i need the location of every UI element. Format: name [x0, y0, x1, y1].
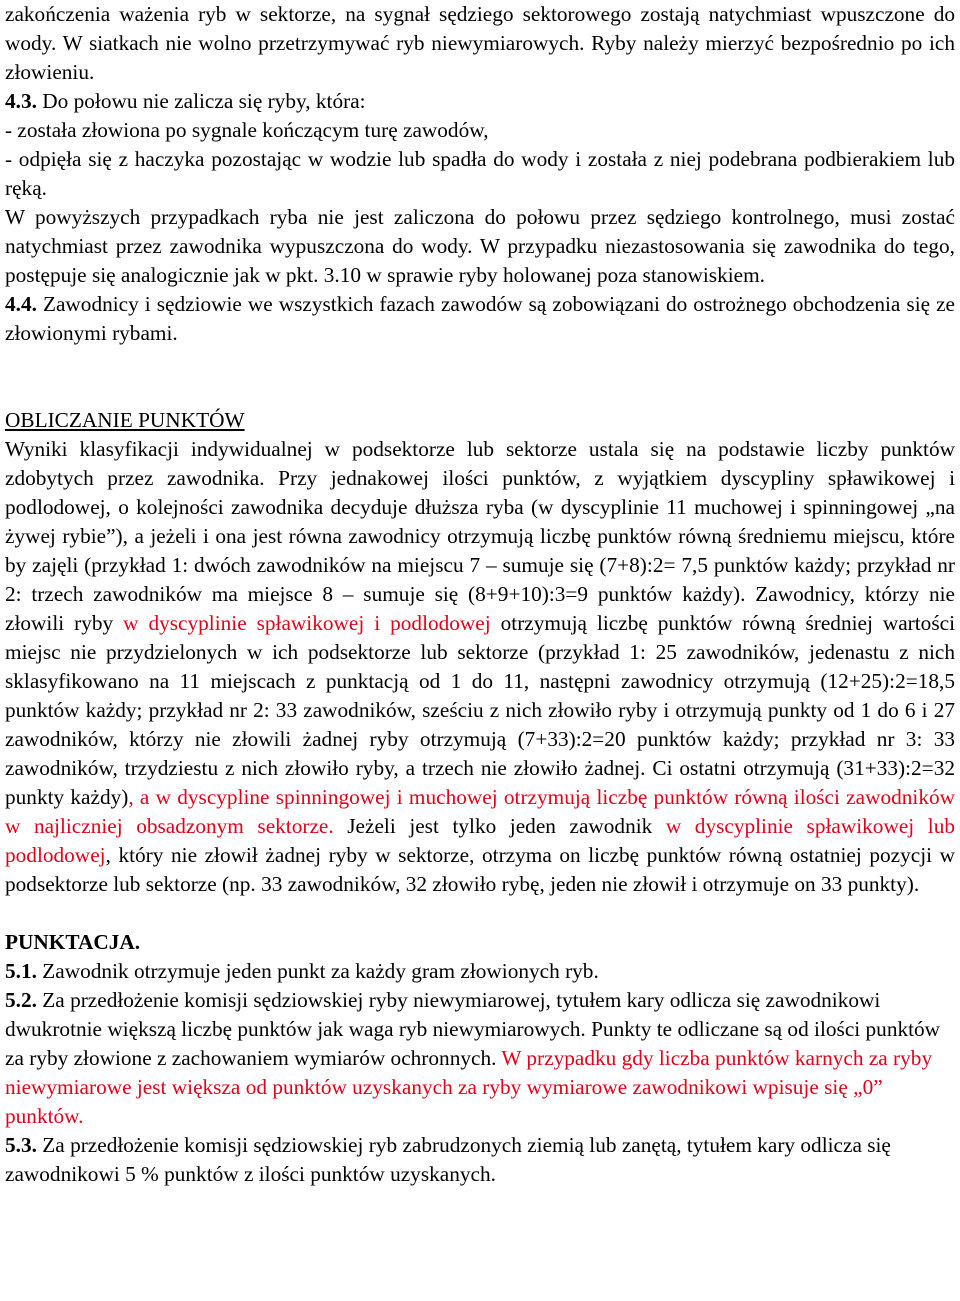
obliczanie-body	[5, 435, 955, 899]
highlight-run: W przypadku gdy liczba punktów karnych za ryby niewymiarowe jest większa od punktów uzyskanych za ryby wymiarowe zawodnikowi wpisuje się „0” punktów.	[5, 1046, 933, 1128]
spacer	[5, 899, 955, 928]
heading-obliczanie	[5, 406, 955, 435]
section-heading: PUNKTACJA.	[5, 930, 141, 954]
heading-punktacja	[5, 928, 955, 957]
paragraph-intro: zakończenia ważenia ryb w sektorze, na sygnał sędziego sektorowego zostają natychmiast wpuszczone do wody. W siatkach nie wolno przetrzymywać ryb niewymiarowych. Ryby należy mierzyć bezpośrednio po ich złowieniu.	[5, 2, 955, 84]
section-number: 5.2.	[5, 988, 37, 1012]
highlight-run: w dyscyplinie spławikowej i podlodowej	[123, 611, 491, 635]
section-text: Zawodnik otrzymuje jeden punkt za każdy gram złowionych ryb.	[36, 959, 599, 983]
section-4-3-body: W powyższych przypadkach ryba nie jest zaliczona do połowu przez sędziego kontrolnego, musi zostać natychmiast przez zawodnika wypuszczona do wody. W przypadku niezastosowania się zawodnika do tego, postępuje się analogicznie jak w pkt. 3.10 w sprawie ryby holowanej poza stanowiskiem.	[5, 205, 955, 287]
section-text: Zawodnicy i sędziowie we wszystkich fazach zawodów są zobowiązani do ostrożnego obchodzenia się ze złowionymi rybami.	[5, 292, 955, 345]
section-text: Do połowu nie zalicza się ryby, która:	[36, 89, 366, 113]
section-number: 5.1.	[5, 959, 37, 983]
highlight-run: w dyscyplinie spławikowej lub podlodowej	[5, 814, 955, 867]
section-text: Za przedłożenie komisji sędziowskiej ryby niewymiarowej, tytułem kary odlicza się zawodnikowi dwukrotnie większą liczbę punktów jak waga ryb niewymiarowych. Punkty te odliczane są od ilości punktów za ryby złowione z zachowaniem wymiarów ochronnych.	[5, 988, 941, 1070]
section-4-3-intro	[5, 87, 955, 116]
highlight-run: , a w dyscypline spinningowej i muchowej otrzymują liczbę punktów równą ilości zawodników w najliczniej obsadzonym sektorze.	[5, 785, 955, 838]
text-run: otrzymują liczbę punktów równą średniej wartości miejsc nie przydzielonych w ich podsektorze lub sektorze (przykład 1: 25 zawodników, jedenastu z nich sklasyfikowano na 11 miejscach z punktacją od 1 do 11, następni zawodnicy otrzymują (12+25):2=18,5 punktów każdy; przykład nr 2: 33 zawodników, sześciu z nich złowiło ryby i otrzymują punkty od 1 do 6 i 27 zawodników, którzy nie złowili żadnej ryby otrzymują (7+33):2=20 punktów każdy; przykład nr 3: 33 zawodników, trzydziestu z nich złowiło ryby, a trzech nie złowiło żadnej. Ci ostatni otrzymują (31+33):2=32 punkty każdy)	[5, 611, 955, 809]
section-text: Za przedłożenie komisji sędziowskiej ryb zabrudzonych ziemią lub zanętą, tytułem kary odlicza się zawodnikowi 5 % punktów z ilości punktów uzyskanych.	[5, 1133, 891, 1186]
text-run: , który nie złowił żadnej ryby w sektorze, otrzyma on liczbę punktów równą ostatniej pozycji w podsektorze lub sektorze (np. 33 zawodników, 32 złowiło rybę, jeden nie złowił i otrzymuje on 33 punkty).	[5, 843, 955, 896]
list-item: - została złowiona po sygnale kończącym turę zawodów,	[5, 118, 489, 142]
text-run: Jeżeli jest tylko jeden zawodnik	[333, 814, 666, 838]
list-item: - odpięła się z haczyka pozostając w wodzie lub spadła do wody i została z niej podebrana podbierakiem lub ręką.	[5, 147, 955, 200]
item-5-3	[5, 1131, 955, 1189]
section-number: 4.4.	[5, 292, 37, 316]
section-4-4	[5, 290, 955, 348]
item-5-1	[5, 957, 955, 986]
text-run: Wyniki klasyfikacji indywidualnej w podsektorze lub sektorze ustala się na podstawie liczby punktów zdobytych przez zawodnika. Przy jednakowej ilości punktów, z wyjątkiem dyscypliny spławikowej i podlodowej, o kolejności zawodnika decyduje dłuższa ryba (w dyscyplinie 11 muchowej i spinningowej „na żywej rybie”), a jeżeli i ona jest równa zawodnicy otrzymują liczbę punktów równą średniemu miejscu, które by zajęli (przykład 1: dwóch zawodników na miejscu 7 – sumuje się (7+8):2= 7,5 punktów każdy; przykład nr 2: trzech zawodników ma miejsce 8 – sumuje się (8+9+10):3=9 punktów każdy). Zawodnicy, którzy nie złowili ryby	[5, 437, 955, 635]
item-5-2	[5, 986, 955, 1131]
spacer	[5, 348, 955, 406]
section-heading: OBLICZANIE PUNKTÓW	[5, 408, 245, 432]
section-number: 5.3.	[5, 1133, 37, 1157]
section-number: 4.3.	[5, 89, 37, 113]
